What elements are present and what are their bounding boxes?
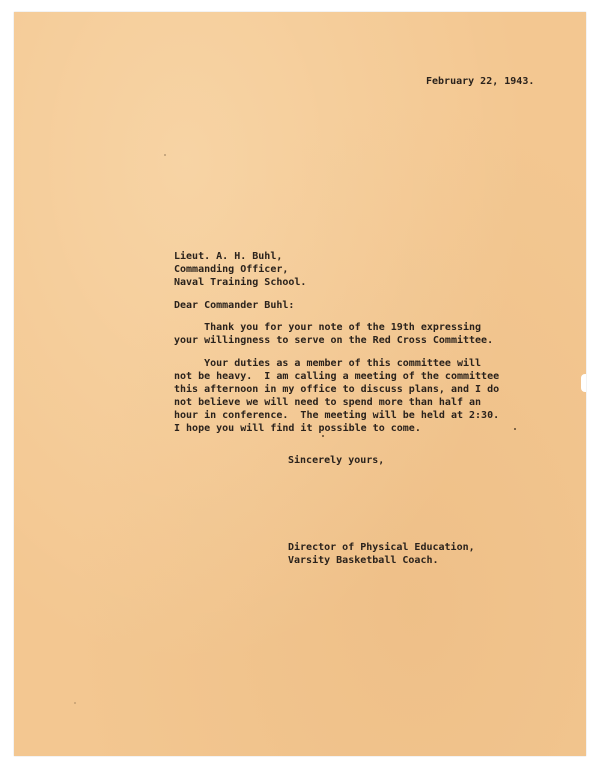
closing: Sincerely yours, bbox=[288, 455, 385, 466]
recipient-line-1: Lieut. A. H. Buhl, bbox=[174, 251, 283, 262]
signature-line-1: Director of Physical Education, bbox=[288, 542, 475, 553]
recipient-line-3: Naval Training School. bbox=[174, 277, 307, 288]
paper-speck bbox=[514, 428, 516, 430]
page-edge-notch bbox=[581, 374, 586, 392]
paragraph2-line-5: hour in conference. The meeting will be held at 2:30. bbox=[174, 410, 500, 421]
letter-page bbox=[14, 12, 586, 756]
paper-speck bbox=[164, 154, 166, 156]
paragraph2-line-6: I hope you will find it possible to come. bbox=[174, 423, 421, 434]
paper-speck bbox=[74, 702, 76, 704]
signature-line-2: Varsity Basketball Coach. bbox=[288, 555, 439, 566]
paragraph2-line-4: not believe we will need to spend more than half an bbox=[174, 397, 482, 408]
paragraph1-line-1: Thank you for your note of the 19th expressing bbox=[174, 322, 482, 333]
paragraph2-line-1: Your duties as a member of this committee will bbox=[174, 358, 482, 369]
salutation: Dear Commander Buhl: bbox=[174, 300, 295, 311]
paragraph2-line-2: not be heavy. I am calling a meeting of the committee bbox=[174, 371, 500, 382]
paragraph1-line-2: your willingness to serve on the Red Cross Committee. bbox=[174, 335, 494, 346]
paper-speck bbox=[322, 435, 324, 437]
paragraph2-line-3: this afternoon in my office to discuss plans, and I do bbox=[174, 384, 500, 395]
letter-date: February 22, 1943. bbox=[426, 76, 535, 87]
recipient-line-2: Commanding Officer, bbox=[174, 264, 289, 275]
